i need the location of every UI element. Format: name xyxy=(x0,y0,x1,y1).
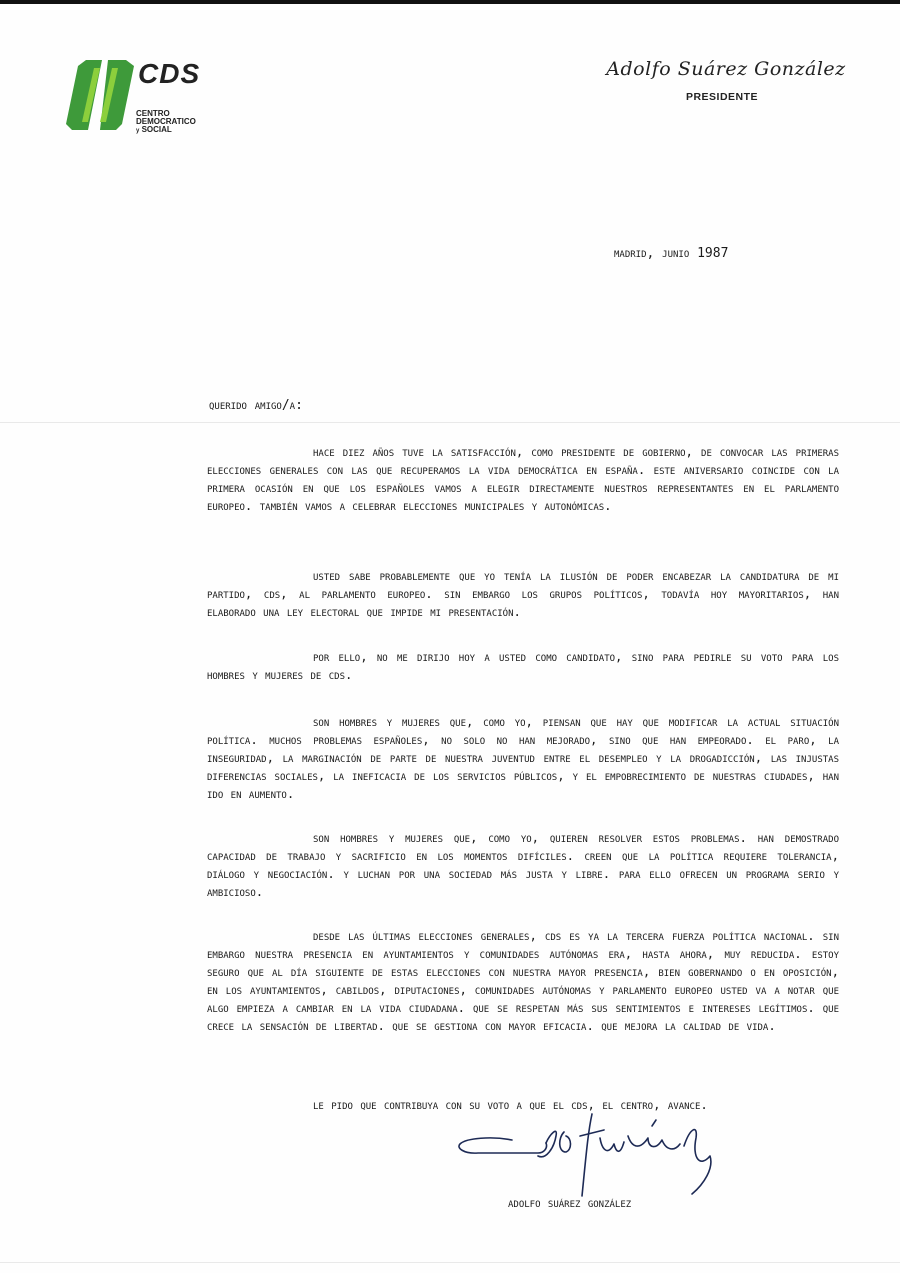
handwritten-signature xyxy=(452,1108,722,1200)
place-date: madrid, junio 1987 xyxy=(614,246,729,261)
letterhead-sender-title: PRESIDENTE xyxy=(685,91,759,103)
body-paragraph: son hombres y mujeres que, como yo, piensan que hay que modificar la actual situación política. muchos problemas españoles, no solo no han mejorado, sino que han empeorado. el paro, la inseguridad, la marginación de parte de nuestra juventud entre el desempleo y la drogadicción, las injustas diferencias sociales, la ineficacia de los servicios públicos, y el empobrecimiento de nuestras ciudades, han ido en aumento. xyxy=(207,715,839,801)
body-paragraph: usted sabe probablemente que yo tenía la ilusión de poder encabezar la candidatura de mi partido, cds, al parlamento europeo. sin embargo los grupos políticos, todavía hoy mayoritarios, han elaborado una ley electoral que impide mi presentación. xyxy=(207,569,839,619)
closing-line: le pido que contribuya con su voto a que el cds, el centro, avance. xyxy=(313,1098,708,1112)
cds-logo xyxy=(64,58,234,138)
logo-line-democratico: DEMOCRATICO xyxy=(136,117,196,126)
salutation: querido amigo/a: xyxy=(209,398,303,413)
logo-line-social-word: SOCIAL xyxy=(141,125,172,134)
fold-line xyxy=(0,1262,900,1263)
signer-name: adolfo suárez gonzález xyxy=(508,1196,632,1210)
body-paragraph: por ello, no me dirijo hoy a usted como candidato, sino para pedirle su voto para los hombres y mujeres de cds. xyxy=(207,650,839,682)
logo-line-social xyxy=(136,126,172,135)
top-edge-line xyxy=(0,0,900,4)
cds-logo-mark xyxy=(64,58,136,132)
logo-line-centro: CENTRO xyxy=(136,109,170,118)
body-paragraph: desde las últimas elecciones generales, cds es ya la tercera fuerza política nacional. sin embargo nuestra presencia en ayuntamientos y comunidades autónomas era, hasta ahora, muy reducida. estoy seguro que al día siguiente de estas elecciones con nuestra mayor presencia, bien gobernando o en oposición, en los ayuntamientos, cabildos, diputaciones, comunidades autónomas y parlamento europeo usted va a notar que algo empieza a cambiar en la vida ciudadana. que se respetan más sus sentimientos e intereses legítimos. que crece la sensación de libertad. que se gestiona con mayor eficacia. que mejora la calidad de vida. xyxy=(207,929,839,1033)
body-paragraph: hace diez años tuve la satisfacción, como presidente de gobierno, de convocar las primeras elecciones generales con las que recuperamos la vida democrática en españa. este aniversario coincide con la primera ocasión en que los españoles vamos a elegir directamente nuestros representantes en el parlamento europeo. también vamos a celebrar elecciones municipales y autonómicas. xyxy=(207,445,839,513)
letterhead-sender-name: Adolfo Suárez González xyxy=(606,58,846,80)
logo-acronym: CDS xyxy=(138,58,201,89)
logo-line-prefix: y xyxy=(136,128,140,134)
fold-line xyxy=(0,422,900,423)
body-paragraph: son hombres y mujeres que, como yo, quieren resolver estos problemas. han demostrado capacidad de trabajo y sacrificio en los momentos difíciles. creen que la política requiere tolerancia, diálogo y negociación. y luchan por una sociedad más justa y libre. para ello ofrecen un programa serio y ambicioso. xyxy=(207,831,839,899)
